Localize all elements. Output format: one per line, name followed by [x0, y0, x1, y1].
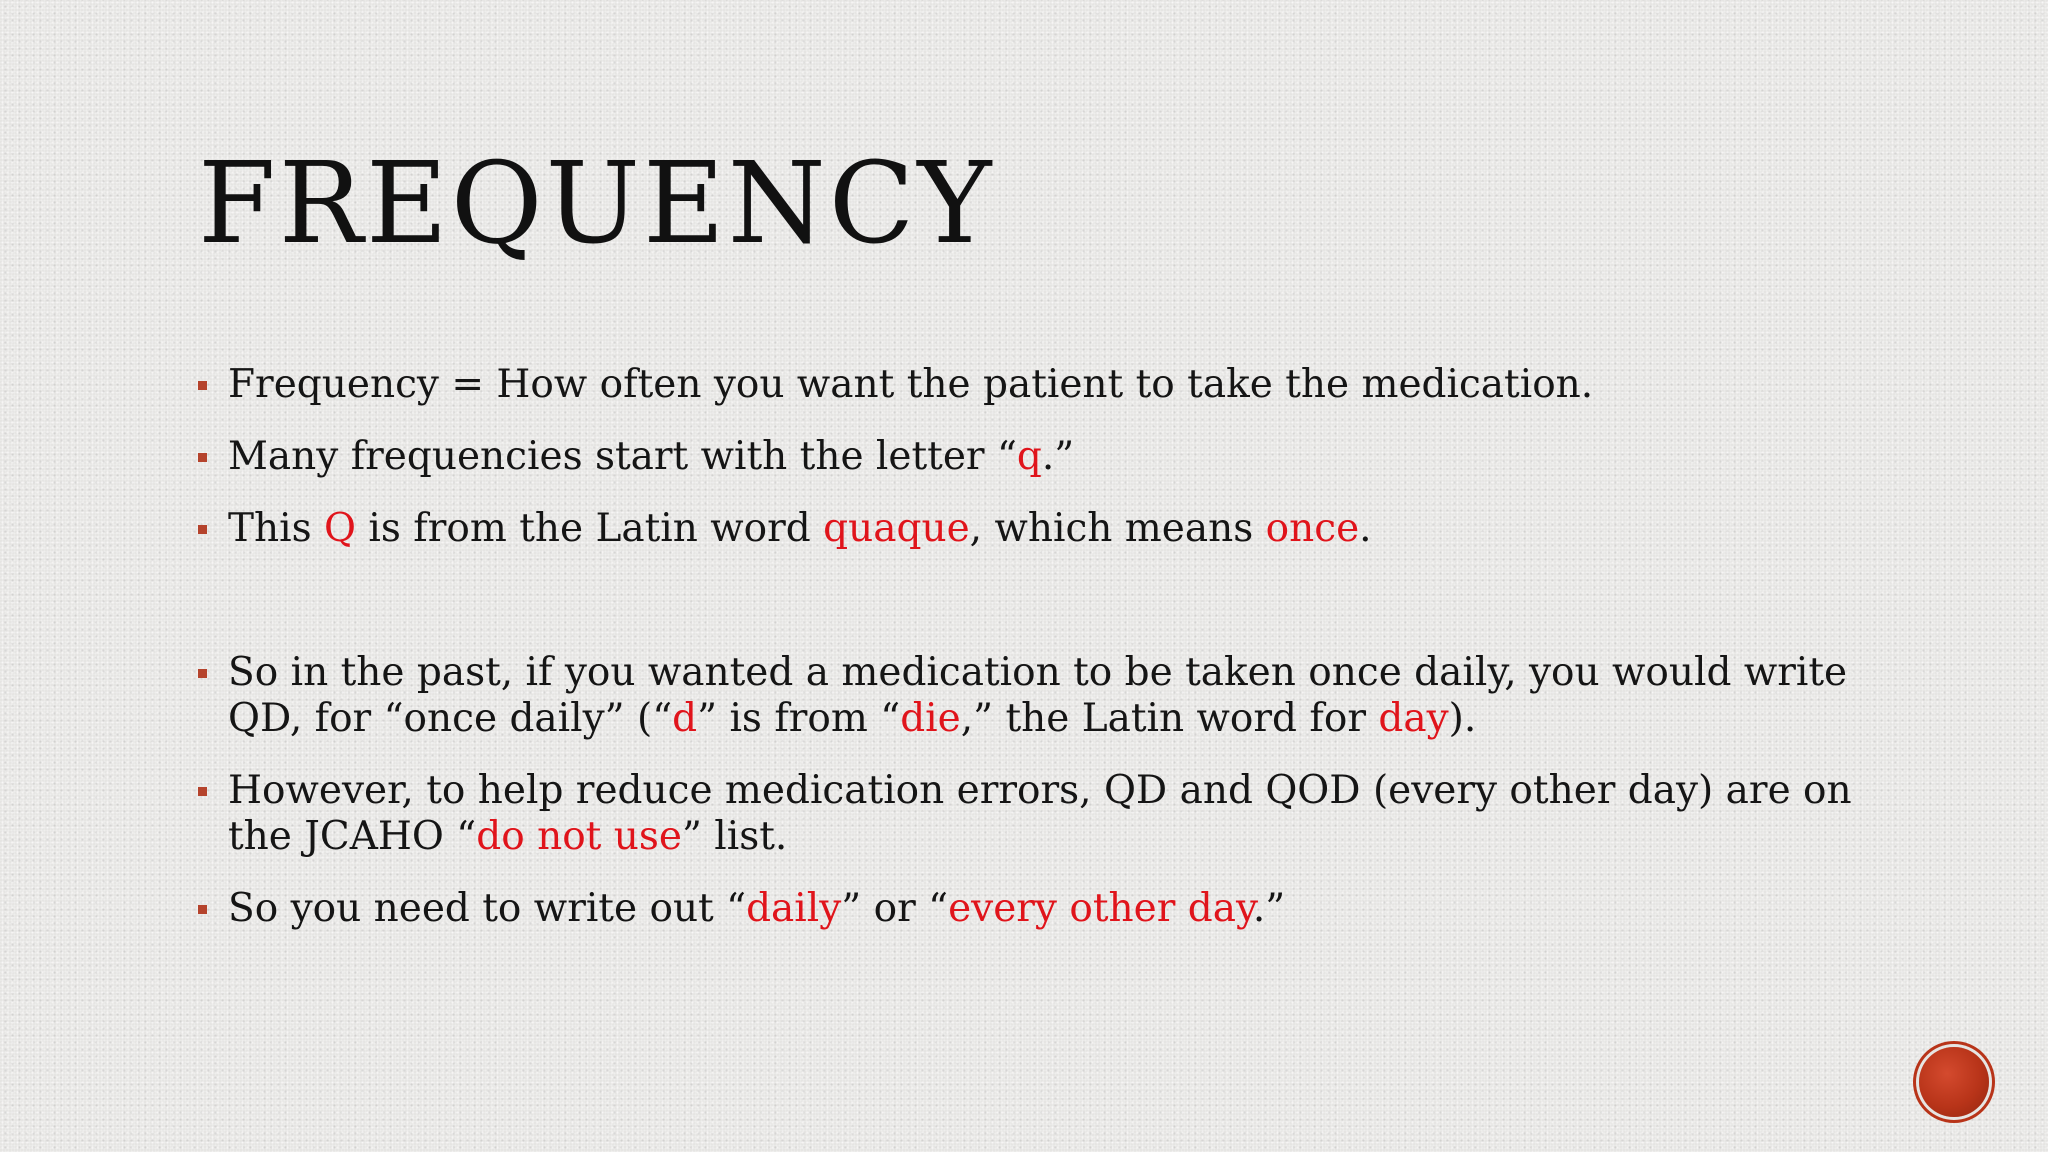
text-segment: .”: [1041, 434, 1075, 479]
highlighted-term: do not use: [476, 814, 682, 859]
text-segment: ” is from “: [697, 696, 901, 741]
text-segment: .: [1359, 506, 1372, 551]
bullet-item: [198, 434, 1858, 480]
highlighted-term: die: [900, 696, 961, 741]
highlighted-term: d: [672, 696, 698, 741]
bullet-marker: [198, 669, 207, 678]
text-segment: ).: [1448, 696, 1477, 741]
bullet-marker: [198, 905, 207, 914]
text-segment: is from the Latin word: [356, 506, 824, 551]
bullet-text: [228, 768, 1852, 859]
highlighted-term: once: [1265, 506, 1360, 551]
highlighted-term: quaque: [823, 506, 970, 551]
text-segment: ,” the Latin word for: [960, 696, 1379, 741]
highlighted-term: Q: [324, 506, 356, 551]
bullet-text: [228, 434, 1074, 479]
bullet-item: [198, 506, 1858, 552]
text-segment: , which means: [969, 506, 1266, 551]
slide-title: FREQUENCY: [198, 139, 995, 269]
bullet-text: [228, 362, 1593, 407]
bullet-text: [228, 506, 1372, 551]
bullet-item: [198, 886, 1858, 932]
bullet-marker: [198, 525, 207, 534]
bullet-text: [228, 886, 1285, 931]
text-segment: So you need to write out “: [228, 886, 747, 931]
bullet-marker: [198, 453, 207, 462]
text-segment: However, to help reduce medication errors, QD and QOD (every other day) are on the JCAHO “: [228, 768, 1852, 859]
text-segment: This: [228, 506, 325, 551]
highlighted-term: daily: [746, 886, 842, 931]
slide-nav-button[interactable]: [1919, 1047, 1989, 1117]
bullet-item: [198, 362, 1858, 408]
highlighted-term: q: [1016, 434, 1042, 479]
bullet-item: [198, 768, 1858, 860]
text-segment: ” list.: [681, 814, 788, 859]
bullet-marker: [198, 787, 207, 796]
bullet-marker: [198, 381, 207, 390]
text-segment: ” or “: [841, 886, 949, 931]
text-segment: Frequency = How often you want the patient to take the medication.: [228, 362, 1594, 407]
bullet-item: [198, 650, 1858, 742]
text-segment: Many frequencies start with the letter “: [228, 434, 1017, 479]
highlighted-term: every other day: [948, 886, 1253, 931]
bullet-list: [198, 362, 1858, 958]
text-segment: So in the past, if you wanted a medication to be taken once daily, you would write QD, for “once daily” (“: [228, 650, 1848, 741]
highlighted-term: day: [1378, 696, 1449, 741]
bullet-text: [228, 650, 1847, 741]
text-segment: .”: [1252, 886, 1286, 931]
